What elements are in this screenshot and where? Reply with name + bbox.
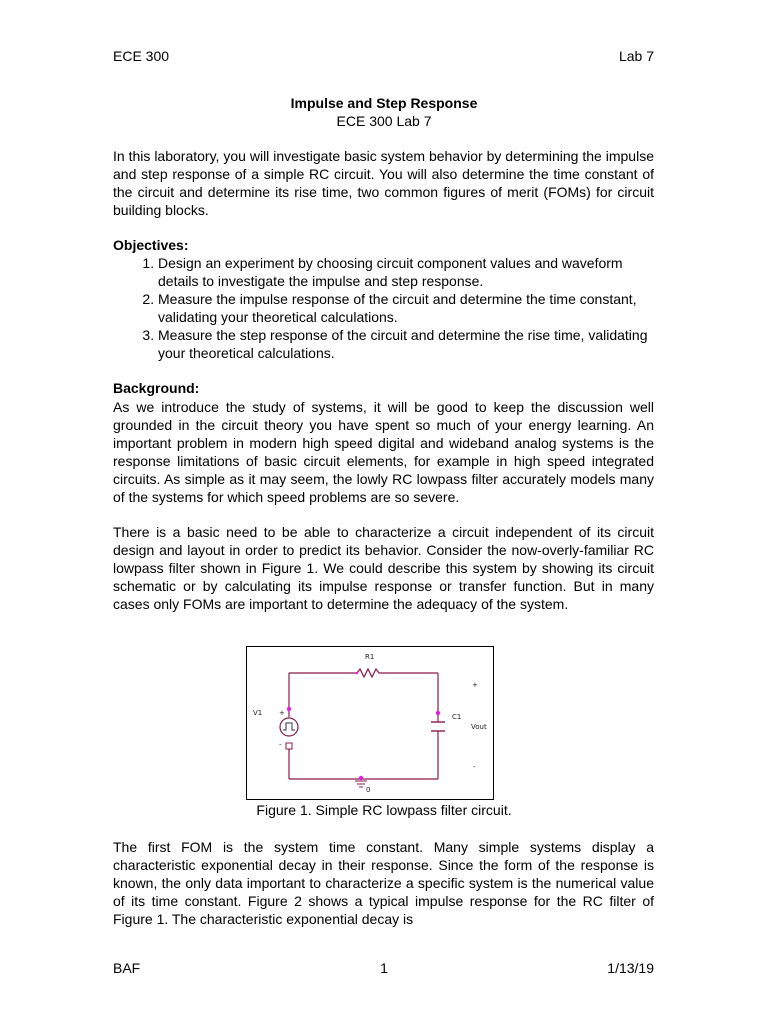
objective-item: 1. Design an experiment by choosing circuit component values and waveform details to investigate the impulse and step response.: [158, 254, 654, 290]
figure-caption: Figure 1. Simple RC lowpass filter circuit.: [256, 802, 512, 818]
page-title: Impulse and Step Response: [290, 95, 478, 111]
background-paragraph-2: There is a basic need to be able to characterize a circuit independent of its circuit design and layout in order to predict its behavior. Consider the now-overly-familiar RC lowpass filter shown in Figure 1. We could describe this system by showing its circuit schematic or by calculating its impulse response or transfer function. But in many cases only FOMs are important to determine the adequacy of the system.: [113, 524, 654, 612]
label-v1: V1: [253, 709, 263, 717]
objectives-list: [113, 254, 654, 362]
objective-item: 2. Measure the impulse response of the circuit and determine the time constant, validating your theoretical calculations.: [158, 290, 654, 326]
fom-paragraph: The first FOM is the system time constant. Many simple systems display a characteristic exponential decay in their response. Since the form of the response is known, the only data important to characterize a specific system is the numerical value of its time constant. Figure 2 shows a typical impulse response for the RC filter of Figure 1. The characteristic exponential decay is: [113, 839, 654, 927]
background-heading: Background:: [113, 380, 200, 396]
intro-paragraph: In this laboratory, you will investigate basic system behavior by determining the impulse and step response of a simple RC circuit. You will also determine the time constant of the circuit and determine its rise time, two common figures of merit (FOMs) for circuit building blocks.: [113, 148, 654, 218]
footer-date: 1/13/19: [607, 960, 654, 976]
footer-page-number: 1: [380, 960, 388, 976]
node-marker: [436, 711, 440, 715]
header-lab: Lab 7: [618, 48, 654, 64]
label-source-minus: -: [279, 741, 282, 749]
label-r1: R1: [365, 653, 375, 661]
rc-circuit-diagram: [247, 647, 493, 799]
page-subtitle: ECE 300 Lab 7: [336, 113, 432, 129]
objective-item: 3. Measure the step response of the circuit and determine the rise time, validating your theoretical calculations.: [158, 326, 654, 362]
label-minus: -: [473, 763, 476, 771]
label-vout: Vout: [471, 723, 487, 731]
footer-author: BAF: [113, 960, 141, 976]
label-ground: 0: [366, 786, 371, 794]
label-source-plus: +: [279, 709, 285, 717]
node-marker: [359, 776, 363, 780]
label-plus: +: [472, 681, 478, 689]
label-c1: C1: [452, 713, 462, 721]
node-marker: [356, 672, 359, 675]
capacitor-c1: [431, 722, 445, 731]
background-paragraph: As we introduce the study of systems, it will be good to keep the discussion well grounded in the circuit theory you have spent so much of your energy learning. An important problem in modern high speed digital and wideband analog systems is the response limitations of basic circuit elements, for example in high speed integrated circuits. As simple as it may seem, the lowly RC lowpass filter accurately models many of the systems for which speed problems are so severe.: [113, 399, 654, 505]
voltage-source-v1: [280, 718, 298, 749]
objectives-heading: Objectives:: [113, 237, 189, 253]
node-marker: [287, 707, 291, 711]
resistor-r1: [357, 669, 379, 677]
header-course: ECE 300: [113, 48, 170, 64]
figure-1-schematic: [246, 646, 494, 800]
